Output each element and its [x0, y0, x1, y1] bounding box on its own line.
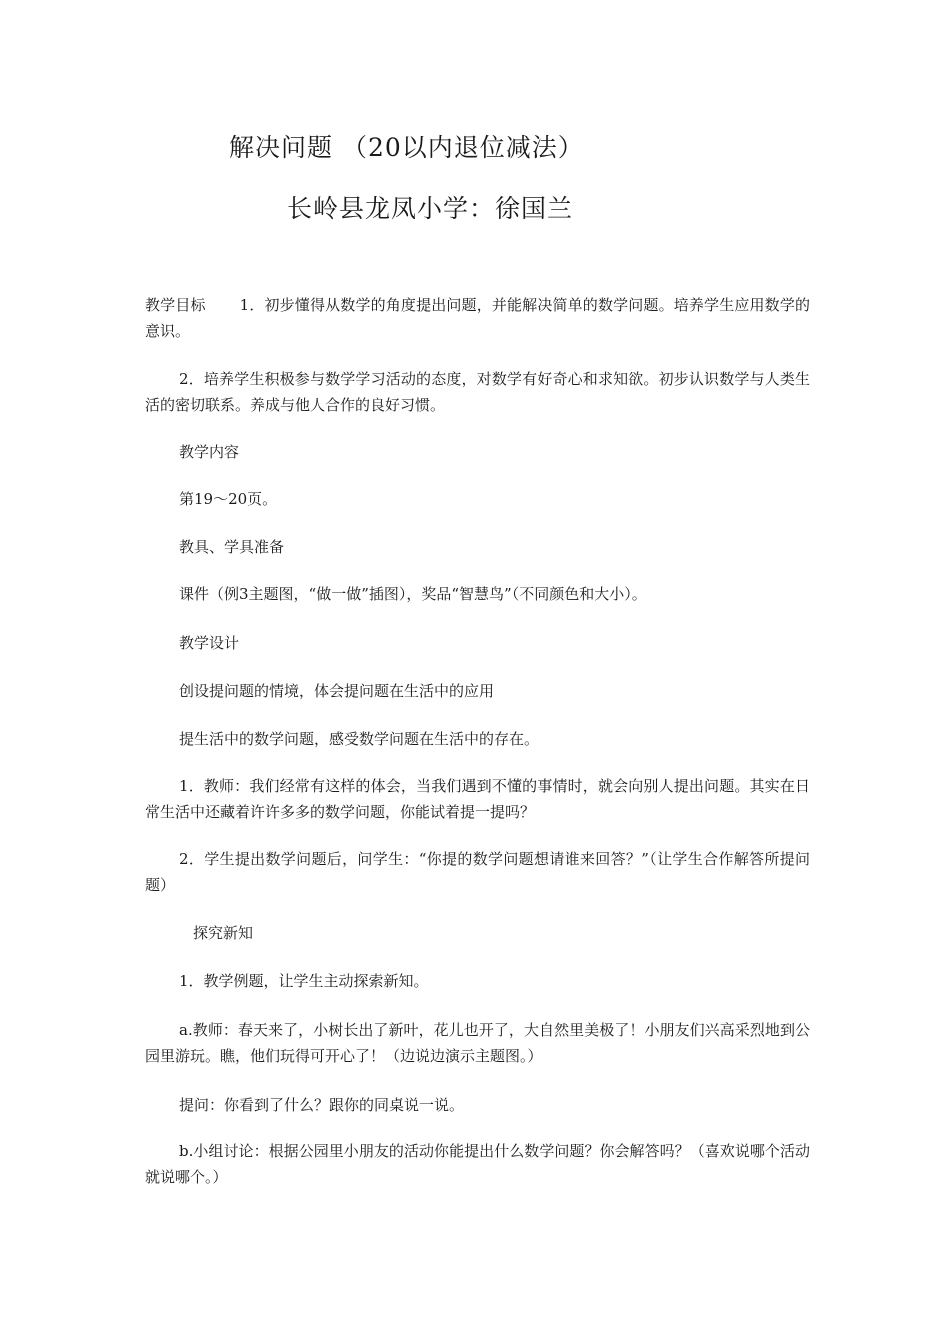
design-line-1: 创设提问题的情境，体会提问题在生活中的应用 — [179, 682, 495, 700]
objective-1-paragraph — [145, 292, 810, 344]
document-title: 解决问题 （20以内退位减法） — [229, 133, 584, 162]
explore-b-paragraph: b.小组讨论：根据公园里小朋友的活动你能提出什么数学问题？你会解答吗？（喜欢说哪个活动就说哪个。） — [145, 1142, 810, 1186]
materials-text: 课件（例3主题图，“做一做”插图），奖品“智慧鸟”（不同颜色和大小）。 — [179, 585, 647, 603]
materials-heading: 教具、学具准备 — [179, 538, 285, 556]
design-heading: 教学设计 — [179, 634, 240, 652]
step-2-paragraph: 2．学生提出数学问题后，问学生：“你提的数学问题想请谁来回答？”（让学生合作解答所提问题） — [145, 850, 810, 894]
explore-1-line: 1．教学例题，让学生主动探索新知。 — [179, 972, 429, 990]
content-heading: 教学内容 — [179, 443, 240, 461]
author-line: 长岭县龙凤小学：徐国兰 — [287, 194, 574, 223]
step-1-paragraph: 1．教师：我们经常有这样的体会，当我们遇到不懂的事情时，就会向别人提出问题。其实在日常生活中还藏着许许多多的数学问题，你能试着提一提吗？ — [145, 777, 810, 821]
explore-heading: 探究新知 — [193, 924, 254, 942]
explore-a-paragraph: a.教师：春天来了，小树长出了新叶，花儿也开了，大自然里美极了！小朋友们兴高采烈地到公园里游玩。瞧，他们玩得可开心了！（边说边演示主题图。） — [145, 1021, 810, 1065]
design-line-2: 提生活中的数学问题，感受数学问题在生活中的存在。 — [179, 730, 540, 748]
objectives-label: 教学目标 — [145, 296, 206, 314]
objective-2-paragraph: 2．培养学生积极参与数学学习活动的态度，对数学有好奇心和求知欲。初步认识数学与人类生活的密切联系。养成与他人合作的良好习惯。 — [145, 370, 810, 414]
question-line: 提问：你看到了什么？跟你的同桌说一说。 — [179, 1096, 465, 1114]
content-pages: 第19～20页。 — [179, 490, 278, 508]
objective-1-text: 1．初步懂得从数学的角度提出问题，并能解决简单的数学问题。培养学生应用数学的意识。 — [145, 296, 810, 340]
